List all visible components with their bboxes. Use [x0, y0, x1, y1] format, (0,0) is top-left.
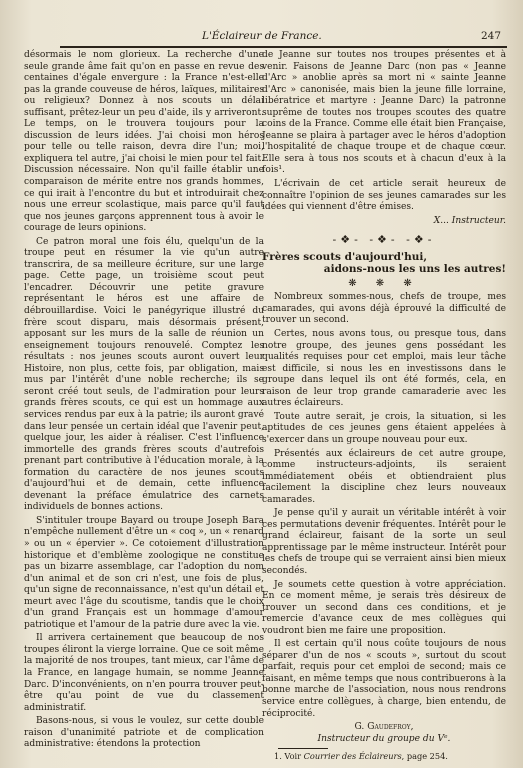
- paragraph: Présentés aux éclaireurs de cet autre groupe, comme instructeurs-adjoints, ils seraient immédiatement obéis et obtiendraient plus facilement la discipline chez leurs nouveaux camarades.: [262, 448, 506, 505]
- page-number: 247: [480, 30, 501, 42]
- paragraph: Toute autre serait, je crois, la situation, si les aptitudes de ces jeunes gens étaient appelées à s'exercer dans un groupe nouveau pour eux.: [262, 411, 506, 445]
- paragraph: Il est certain qu'il nous coûte toujours de nous séparer d'un de nos « scouts », surtout du scout parfait, requis pour cet emploi de second; mais ce faisant, en même temps que nous contribuerons à la bonne marche de l'association, nous nous rendrons service entre collègues, à charge, bien entendu, de réciprocité.: [262, 639, 506, 719]
- article-subheading: aidons-nous les uns les autres!: [323, 263, 506, 276]
- paragraph: L'écrivain de cet article serait heureux de connaître l'opinion de ses jeunes camarades sur les idées qui viennent d'être émises.: [262, 179, 506, 213]
- ornamental-separator: -❖- -❖- -❖-: [332, 233, 436, 247]
- paragraph: S'intituler troupe Bayard ou troupe Joseph Bara n'empêche nullement d'être un « coq », un « renard » ou un « épervier ». Ce cotoiement d'illustration historique et d'emblème zoologique ne constitue pas un bizarre assemblage, car l'adoption du nom d'un animal et de son cri n'est, une fois de plus, qu'un signe de reconnaissance, n'est qu'un détail et meurt avec l'âge du scoutisme, tandis que le choix d'un grand Français est un hommage d'amour patriotique et l'amour de la patrie dure avec la vie.: [24, 515, 264, 630]
- author-signature: [262, 722, 506, 745]
- paragraph: désormais le nom glorieux. La recherche d'une seule grande âme fait qu'on en passe en revue des centaines d'égale envergure : la France n'est-elle pas la grande couveuse de héros, laïques, militaires ou religieux? Donnez à nos scouts un délai suffisant, prêtez-leur un peu d'aide, ils y arriveront. Le temps, on le trouvera toujours pour la discussion de leurs idées. J'ai choisi mon héros pour telle ou telle raison, devra dire l'un; moi, expliquera tel autre, j'ai choisi le mien pour tel fait. Discussion nécessaire. Non qu'il faille établir une comparaison de mérite entre nos grands hommes, ce qui irait à l'encontre du but et introduirait chez nous une erreur scolastique, mais parce qu'il faut que nos jeunes garçons apprennent tous à avoir le courage de leurs opinions.: [24, 50, 264, 234]
- header-rule: [60, 46, 507, 48]
- paragraph: Je soumets cette question à votre appréciation. En ce moment même, je serais très désireux de trouver un second dans ces conditions, et je remercie d'avance ceux de mes collègues qui voudront bien me faire une proposition.: [262, 579, 506, 636]
- paragraph: Ce patron moral une fois élu, quelqu'un de la troupe peut en résumer la vie qu'un autre transcrira, de sa meilleure écriture, sur une large page. Cette page, un troisième scout peut l'encadrer. Découvrir une petite gravure représentant le héros est une affaire de débrouillardise. Voici le panégyrique illustré du frère scout disparu, mais désormais présent, apposant sur les murs de la salle de réunion un enseignement toujours renouvelé. Comptez les résultats : nos jeunes scouts auront ouvert leur Histoire, non plus, cette fois, par obligation, mais mus par l'intérêt d'une noble recherche; ils se seront créé tout seuls, de l'admiration pour leurs grands frères scouts, ce qui est un hommage aux services rendus par eux à la patrie; ils auront gravé dans leur pensée un certain idéal que l'avenir peut, quelque jour, les aider à réaliser. C'est l'influence immortelle des grands frères scouts d'autrefois prenant part contributive à l'éducation morale, à la formation du caractère de nos jeunes scouts d'aujourd'hui et de demain, cette influence devenant la préface émulatrice des carnets individuels de bonnes actions.: [24, 236, 264, 513]
- paragraph: Il arrivera certainement que beaucoup de nos troupes éliront la vierge lorraine. Que ce soit même la majorité de nos troupes, tant mieux, car l'âme de la France, en langage humain, se nomme Jeanne Darc. D'inconvénients, on n'en pourra trouver peut-être qu'au point de vue du classement administratif.: [24, 633, 264, 713]
- paragraph: Certes, nous avons tous, ou presque tous, dans notre groupe, des jeunes gens possédant les qualités requises pour cet emploi, mais leur tâche est difficile, si nous les en investissons dans le groupe dans lequel ils ont été formés, cela, en raison de leur trop grande camaraderie avec les autres éclaireurs.: [262, 329, 506, 409]
- right-column: [262, 50, 506, 763]
- footnote-suffix: , page 254.: [401, 751, 448, 762]
- article-signature: X... Instructeur.: [433, 215, 506, 226]
- stars-ornament: ❋ ❋ ❋: [348, 277, 420, 289]
- article-heading: Frères scouts d'aujourd'hui,: [262, 250, 428, 263]
- running-title: L'Éclaireur de France.: [202, 30, 322, 42]
- author-role: Instructeur du groupe du Vᵉ.: [317, 733, 451, 744]
- left-column: [24, 50, 264, 753]
- page-header: [20, 30, 507, 46]
- author-name: G. Gaudefroy,: [354, 722, 414, 733]
- footnote: [262, 751, 506, 761]
- paragraph: Nombreux sommes-nous, chefs de troupe, mes camarades, qui avons déjà éprouvé la difficulté de trouver un second.: [262, 292, 506, 326]
- paragraph: de Jeanne sur toutes nos troupes présentes et à venir. Faisons de Jeanne Darc (non pas « Jeanne d'Arc » anoblie après sa mort ni « sainte Jeanne d'Arc » canonisée, mais bien la jeune fille lorraine, libératrice et martyre : Jeanne Darc) la patronne suprême de toutes nos troupes scoutes des quatre coins de la France. Comme elle était bien Française, Jeanne se plaira à partager avec le héros d'adoption l'hospitalité de chaque troupe et de chaque cœur. Elle sera à tous nos scouts et à chacun d'eux à la fois¹.: [262, 50, 506, 176]
- paragraph: Basons-nous, si vous le voulez, sur cette double raison d'unanimité patriote et de complication administrative: étendons la protection: [24, 716, 264, 750]
- footnote-prefix: 1. Voir: [274, 751, 302, 762]
- paragraph: Je pense qu'il y aurait un véritable intérêt à voir ces permutations devenir fréquentes. Intérêt pour le grand éclaireur, faisant de la sorte un seul apprentissage par le même instructeur. Intérêt pour les chefs de troupe qui se verraient ainsi bien mieux secondés.: [262, 508, 506, 576]
- footnote-source: Courrier des Éclaireurs: [303, 751, 402, 762]
- footnote-rule: [278, 748, 328, 749]
